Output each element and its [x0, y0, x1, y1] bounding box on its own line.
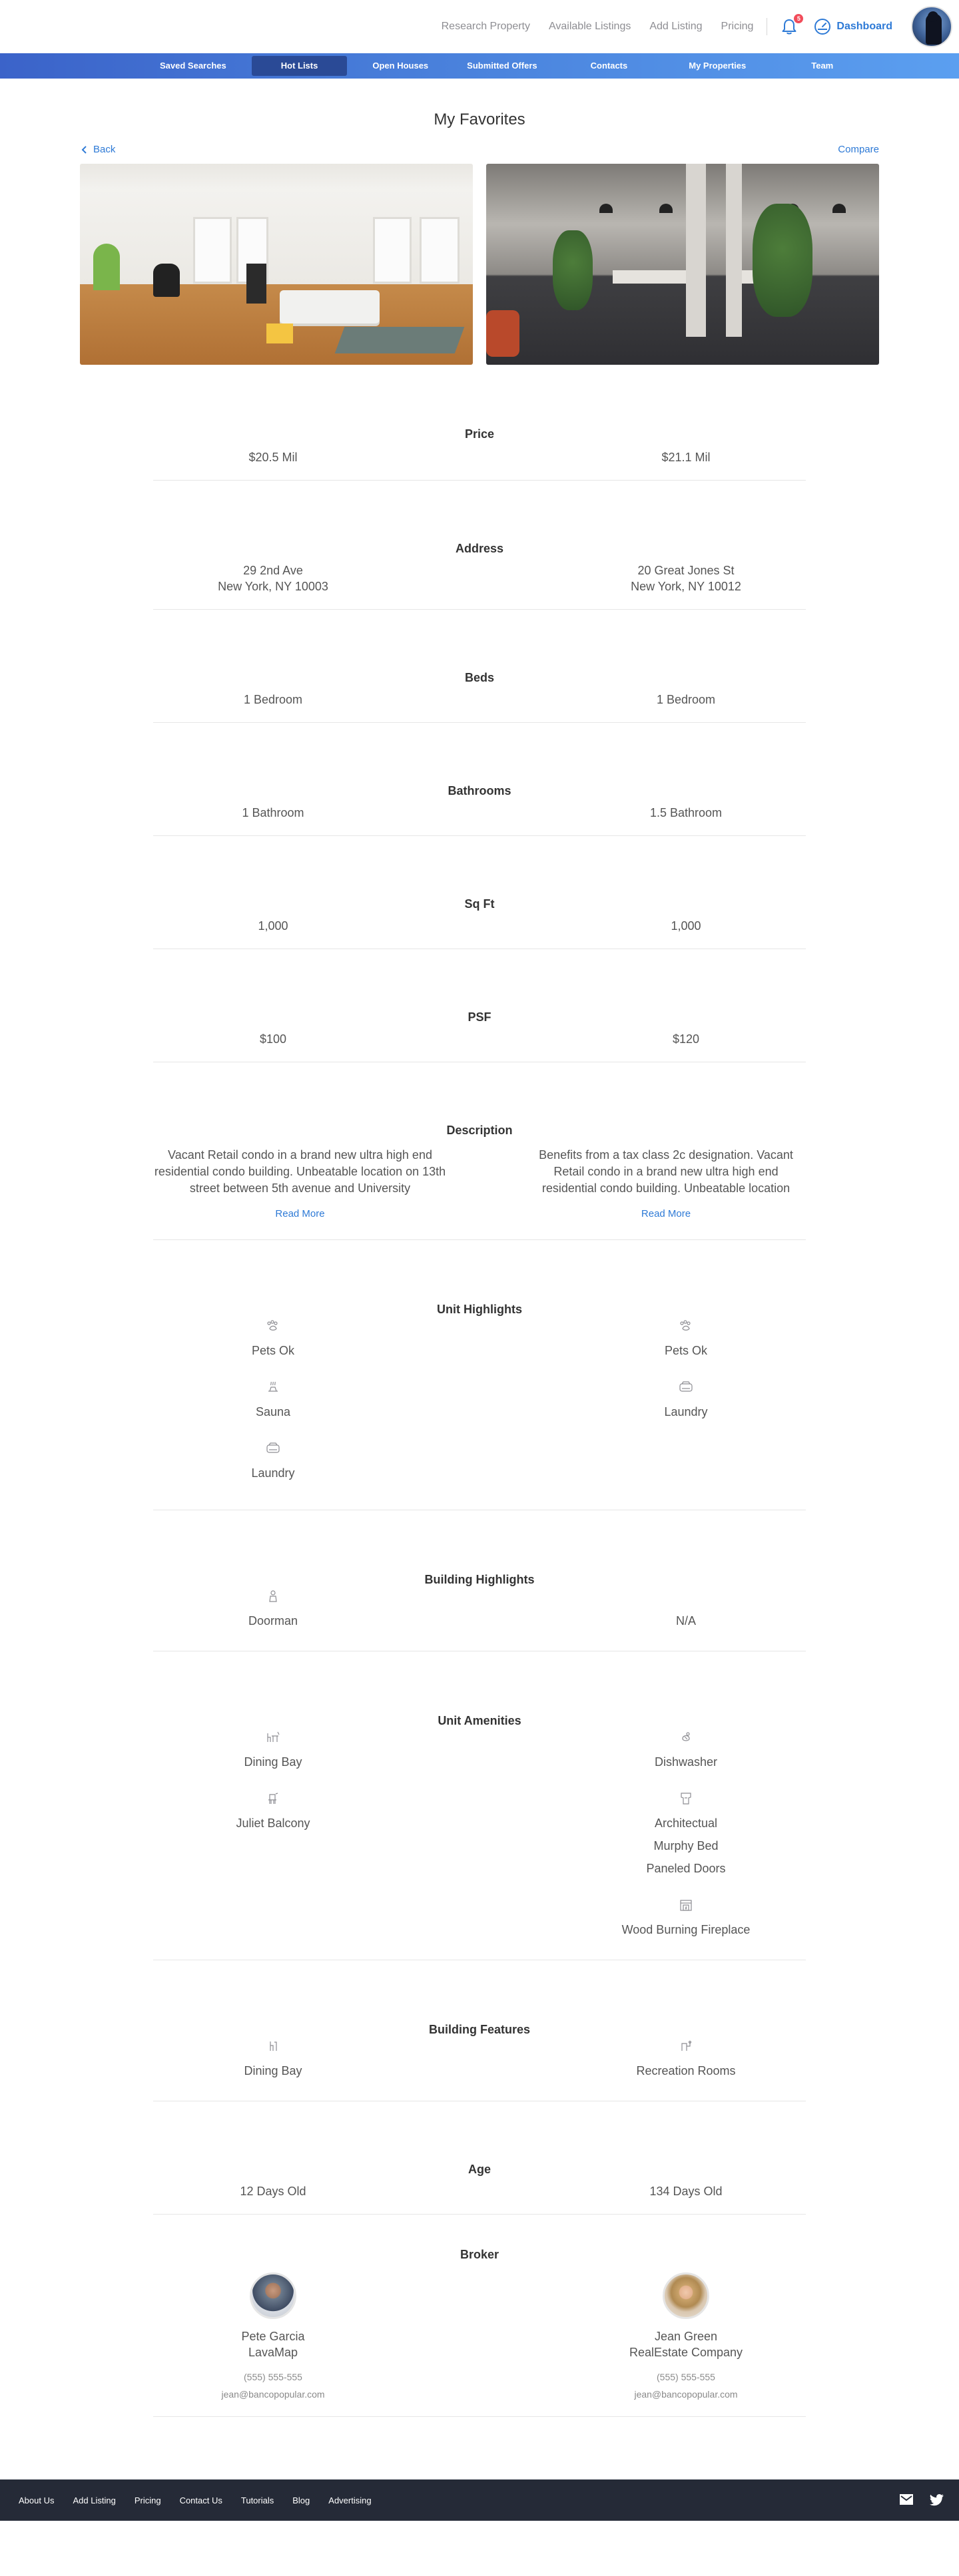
section-title: Building Highlights [424, 1573, 535, 1586]
tab-team[interactable]: Team [811, 61, 834, 71]
footer-link-tutorials[interactable]: Tutorials [240, 2495, 274, 2505]
psf-left: $100 [259, 1032, 287, 1046]
notification-badge: 5 [794, 14, 803, 23]
section-address [153, 481, 806, 610]
tab-submitted-offers[interactable]: Submitted Offers [467, 61, 537, 71]
tab-hot-lists[interactable]: Hot Lists [252, 56, 348, 76]
listing-photos [80, 164, 879, 365]
twitter-icon[interactable] [930, 2493, 944, 2506]
listing-photo-right[interactable] [486, 164, 879, 365]
section-title: Unit Highlights [437, 1303, 522, 1316]
age-left: 12 Days Old [240, 2185, 306, 2198]
broker-email[interactable]: jean@bancopopular.com [221, 2389, 325, 2400]
highlight-item [566, 1590, 806, 1632]
back-compare-row [80, 140, 879, 160]
section-psf [153, 949, 806, 1062]
highlight-label: Pets Ok [251, 1344, 295, 1357]
highlight-item [566, 1319, 806, 1362]
broker-phone[interactable]: (555) 555-555 [244, 2372, 302, 2382]
nav-research-property[interactable]: Research Property [441, 21, 530, 32]
nav-add-listing[interactable]: Add Listing [649, 21, 703, 32]
footer [0, 2479, 959, 2521]
amenity-label: Architectual Murphy Bed Paneled Doors [646, 1817, 726, 1875]
section-title: Unit Amenities [438, 1714, 521, 1727]
section-building-highlights [153, 1510, 806, 1651]
highlight-label: Laundry [251, 1466, 295, 1480]
broker-name: Pete Garcia [241, 2330, 305, 2343]
tab-open-houses[interactable]: Open Houses [372, 61, 429, 71]
dashboard-link[interactable] [814, 18, 892, 35]
description-left: Vacant Retail condo in a brand new ultra high end residential condo building. Unbeatable location on 13th street between 5th avenue and University [154, 1148, 446, 1195]
feature-label: Dining Bay [244, 2064, 302, 2077]
section-age [153, 2101, 806, 2215]
dashboard-label: Dashboard [836, 21, 892, 32]
highlight-item [566, 1381, 806, 1423]
section-title: PSF [468, 1010, 491, 1024]
balcony-icon [266, 1792, 280, 1807]
broker-card-right [566, 2272, 806, 2403]
paw-icon [266, 1319, 280, 1334]
nav-available-listings[interactable]: Available Listings [549, 21, 631, 32]
section-broker [153, 2215, 806, 2417]
address-left-line1: 29 2nd Ave [243, 564, 303, 577]
dashboard-gauge-icon [814, 18, 831, 35]
section-title: Address [455, 542, 504, 555]
broker-avatar[interactable] [663, 2272, 709, 2319]
highlight-item [153, 1590, 393, 1632]
feature-label: Recreation Rooms [636, 2064, 736, 2077]
beds-left: 1 Bedroom [243, 693, 303, 706]
user-avatar[interactable] [911, 6, 952, 47]
highlight-label: Laundry [664, 1405, 708, 1418]
psf-right: $120 [672, 1032, 700, 1046]
sqft-right: 1,000 [671, 919, 701, 933]
washer-icon [679, 1381, 693, 1395]
amenity-label: Dining Bay [244, 1755, 302, 1769]
feature-item [566, 2039, 806, 2082]
broker-card-left [153, 2272, 393, 2403]
top-header [0, 0, 959, 53]
amenity-item [566, 1792, 806, 1880]
mail-icon[interactable] [899, 2493, 914, 2506]
highlight-item [153, 1319, 393, 1362]
feature-item [153, 2039, 393, 2082]
listing-photo-left[interactable] [80, 164, 473, 365]
section-unit-amenities [153, 1651, 806, 1960]
murphy-bed-icon [679, 1792, 693, 1807]
dining-icon [266, 1731, 280, 1745]
description-right: Benefits from a tax class 2c designation. Vacant Retail condo in a brand new ultra high end residential condo building. Unbeatable location [539, 1148, 793, 1195]
section-sqft [153, 836, 806, 949]
tab-saved-searches[interactable]: Saved Searches [160, 61, 226, 71]
recreation-icon [679, 2039, 693, 2054]
broker-phone[interactable]: (555) 555-555 [657, 2372, 715, 2382]
amenity-item [566, 1898, 806, 1941]
section-description [153, 1062, 806, 1240]
fireplace-icon [679, 1898, 693, 1913]
nav-pricing[interactable]: Pricing [721, 21, 754, 32]
address-left-line2: New York, NY 10003 [218, 580, 328, 593]
price-left: $20.5 Mil [248, 451, 298, 464]
price-right: $21.1 Mil [661, 451, 711, 464]
highlight-label: Sauna [255, 1405, 291, 1418]
section-title: Price [464, 427, 495, 441]
broker-company: RealEstate Company [629, 2346, 743, 2359]
doorman-icon [266, 1590, 280, 1604]
top-nav [442, 0, 959, 53]
paw-icon [679, 1319, 693, 1334]
broker-company: LavaMap [248, 2346, 298, 2359]
amenity-label: Juliet Balcony [236, 1817, 310, 1830]
section-building-features [153, 1960, 806, 2101]
highlight-label: Pets Ok [664, 1344, 708, 1357]
age-right: 134 Days Old [649, 2185, 723, 2198]
tab-my-properties[interactable]: My Properties [689, 61, 747, 71]
sub-nav-bar [0, 53, 959, 79]
section-unit-highlights [153, 1240, 806, 1510]
highlight-na: N/A [675, 1614, 696, 1627]
amenity-label: Dishwasher [654, 1755, 718, 1769]
section-title: Bathrooms [448, 784, 511, 797]
dishwasher-icon [679, 1731, 693, 1745]
washer-icon [266, 1442, 280, 1456]
section-title: Sq Ft [464, 897, 495, 911]
amenity-label: Wood Burning Fireplace [621, 1923, 751, 1936]
broker-name: Jean Green [654, 2330, 718, 2343]
footer-link-add-listing[interactable]: Add Listing [73, 2495, 116, 2505]
section-title: Broker [460, 2248, 499, 2261]
broker-avatar[interactable] [250, 2272, 296, 2319]
broker-email[interactable]: jean@bancopopular.com [634, 2389, 738, 2400]
back-label: Back [93, 144, 116, 155]
sauna-icon [266, 1381, 280, 1395]
highlight-item [153, 1442, 393, 1484]
highlight-label: Doorman [248, 1614, 298, 1627]
compare-link[interactable]: Compare [838, 144, 879, 155]
section-beds [153, 610, 806, 723]
section-title: Description [446, 1124, 513, 1137]
footer-link-about[interactable]: About Us [19, 2495, 55, 2505]
section-title: Building Features [428, 2023, 530, 2036]
footer-socials [899, 2493, 944, 2506]
section-bathrooms [153, 723, 806, 836]
bathrooms-right: 1.5 Bathroom [649, 806, 723, 819]
footer-link-blog[interactable]: Blog [292, 2495, 310, 2505]
read-more-right[interactable]: Read More [641, 1208, 691, 1219]
tab-contacts[interactable]: Contacts [590, 61, 628, 71]
section-title: Beds [464, 671, 494, 684]
bathrooms-left: 1 Bathroom [242, 806, 304, 819]
footer-link-pricing[interactable]: Pricing [134, 2495, 161, 2505]
beds-right: 1 Bedroom [656, 693, 716, 706]
read-more-left[interactable]: Read More [275, 1208, 325, 1219]
section-title: Age [468, 2163, 491, 2176]
footer-link-advertising[interactable]: Advertising [328, 2495, 372, 2505]
chevron-left-icon [80, 145, 89, 154]
dining-icon [266, 2039, 280, 2054]
sqft-left: 1,000 [258, 919, 288, 933]
highlight-item [153, 1381, 393, 1423]
back-link[interactable] [80, 144, 115, 155]
address-right-line2: New York, NY 10012 [631, 580, 741, 593]
footer-link-contact[interactable]: Contact Us [179, 2495, 222, 2505]
page-title: My Favorites [434, 110, 525, 128]
notifications-button[interactable] [779, 17, 799, 37]
amenity-item [153, 1792, 393, 1834]
address-right-line1: 20 Great Jones St [637, 564, 735, 577]
amenity-item [566, 1731, 806, 1773]
amenity-item [153, 1731, 393, 1773]
section-price [153, 365, 806, 481]
